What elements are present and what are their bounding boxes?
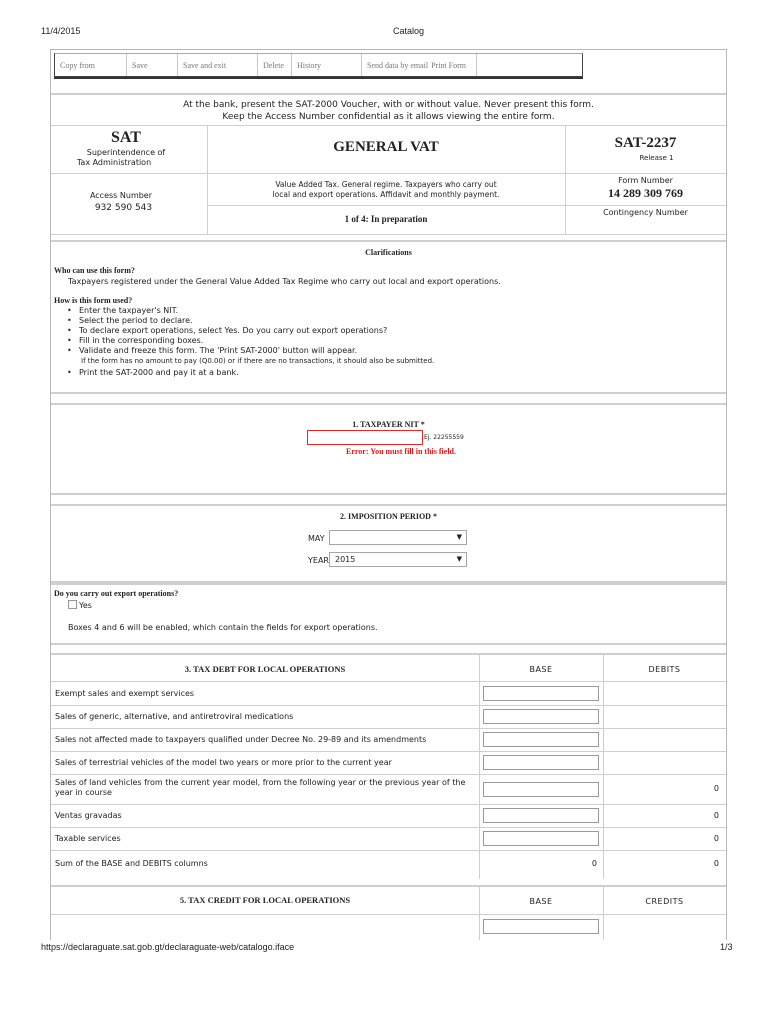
list-item: • Validate and freeze this form. The 'Print SAT-2000' button will appear.	[53, 346, 713, 356]
debt-sum-label: Sum of the BASE and DEBITS columns	[55, 859, 208, 868]
debt-base-input[interactable]	[483, 686, 599, 701]
print-form-button[interactable]: Print Form	[431, 60, 466, 70]
notice-line-1: At the bank, present the SAT-2000 Voucher, with or without value. Never present this form.	[183, 100, 594, 110]
access-number: 932 590 543	[94, 203, 153, 213]
release-label: Release 1	[639, 154, 674, 162]
taxpayer-section	[51, 403, 726, 495]
how-steps-list	[53, 306, 713, 356]
credit-title: 5. TAX CREDIT FOR LOCAL OPERATIONS	[179, 895, 351, 905]
list-item: • Fill in the corresponding boxes.	[53, 336, 713, 346]
debt-title: 3. TAX DEBT FOR LOCAL OPERATIONS	[184, 664, 346, 674]
form-number: 14 289 309 769	[608, 186, 683, 200]
credit-col-base: BASE	[529, 897, 553, 906]
debt-col-base: BASE	[529, 665, 553, 674]
debt-row-label: Sales of generic, alternative, and antiretroviral medications	[55, 712, 294, 721]
print-url: https://declaraguate.sat.gob.gt/declaraguate-web/catalogo.iface	[41, 942, 295, 952]
debt-row-label: Sales not affected made to taxpayers qualified under Decree No. 29-89 and its amendments	[55, 735, 427, 744]
debt-row-label: Sales of terrestrial vehicles of the model two years or more prior to the current year	[55, 758, 392, 767]
save-button[interactable]: Save	[127, 54, 178, 76]
notice-section	[51, 93, 726, 126]
year-select[interactable]	[329, 552, 467, 567]
nit-example: Ej. 22255559	[424, 434, 464, 441]
year-label: YEAR	[308, 556, 329, 565]
nit-error-message: Error: You must fill in this field.	[345, 447, 456, 456]
debt-base-input[interactable]	[483, 782, 599, 797]
debt-row-label: Exempt sales and exempt services	[55, 689, 195, 698]
contingency-number-label: Contingency Number	[603, 208, 688, 217]
step-note: If the form has no amount to pay (Q0.00) or if there are no transactions, it should also be submitted.	[81, 357, 435, 365]
debt-base-input[interactable]	[483, 755, 599, 770]
nit-input[interactable]	[307, 430, 423, 445]
send-email-button[interactable]: Send data by email	[367, 60, 429, 70]
period-title: 2. IMPOSITION PERIOD *	[340, 512, 437, 521]
debt-debit-value: 0	[713, 834, 719, 843]
save-exit-button[interactable]: Save and exit	[178, 54, 258, 76]
month-select[interactable]	[329, 530, 467, 545]
dropdown-arrow-icon: ▼	[456, 555, 462, 563]
list-item: • To declare export operations, select Yes. Do you carry out export operations?	[53, 326, 713, 336]
who-answer: Taxpayers registered under the General Value Added Tax Regime who carry out local and export operations.	[68, 277, 501, 286]
form-status: 1 of 4: In preparation	[344, 214, 428, 224]
how-steps-list-last	[53, 368, 713, 378]
list-item: • Select the period to declare.	[53, 316, 713, 326]
list-item: • Enter the taxpayer's NIT.	[53, 306, 713, 316]
debt-section	[51, 653, 726, 879]
debt-row-label: Sales of land vehicles from the current year model, from the following year or the previous year of the year in course	[55, 778, 466, 797]
form-description-1: Value Added Tax. General regime. Taxpayers who carry out	[275, 180, 497, 189]
form-number-label: Form Number	[618, 176, 673, 185]
export-section	[51, 583, 726, 645]
debt-row-label: Taxable services	[55, 834, 121, 843]
print-date: 11/4/2015	[41, 26, 81, 36]
print-page-number: 1/3	[720, 942, 733, 952]
dropdown-arrow-icon: ▼	[456, 533, 462, 541]
clarifications-title: Clarifications	[365, 248, 412, 257]
history-button[interactable]: History	[292, 54, 362, 76]
debt-base-input[interactable]	[483, 732, 599, 747]
debt-base-input[interactable]	[483, 831, 599, 846]
toolbar	[54, 53, 583, 77]
debt-base-input[interactable]	[483, 709, 599, 724]
year-value: 2015	[335, 555, 356, 564]
form-frame	[50, 49, 727, 940]
period-section	[51, 504, 726, 583]
sat-subtitle-1: Superintendence of	[86, 148, 166, 157]
export-question: Do you carry out export operations?	[54, 589, 179, 598]
form-code: SAT-2237	[614, 135, 677, 151]
month-label: MAY	[308, 534, 325, 543]
who-question: Who can use this form?	[54, 266, 135, 275]
how-question: How is this form used?	[54, 296, 133, 305]
email-print-group	[362, 54, 477, 76]
export-note: Boxes 4 and 6 will be enabled, which contain the fields for export operations.	[68, 623, 378, 632]
print-title: Catalog	[393, 26, 425, 36]
credit-base-input[interactable]	[483, 919, 599, 934]
debt-debit-value: 0	[713, 784, 719, 793]
debt-sum-debit: 0	[713, 859, 719, 868]
form-title: GENERAL VAT	[333, 139, 439, 155]
debt-col-debits: DEBITS	[648, 665, 681, 674]
credit-section	[51, 885, 726, 940]
export-yes-checkbox[interactable]	[68, 600, 77, 609]
access-number-label: Access Number	[89, 191, 153, 200]
credit-col-credits: CREDITS	[645, 897, 684, 906]
debt-sum-base: 0	[591, 859, 597, 868]
delete-button[interactable]: Delete	[258, 54, 292, 76]
clarifications-section	[51, 240, 726, 394]
debt-debit-value: 0	[713, 811, 719, 820]
sat-subtitle-2: Tax Administration	[76, 158, 152, 167]
list-item: • Print the SAT-2000 and pay it at a bank.	[53, 368, 713, 378]
debt-base-input[interactable]	[483, 808, 599, 823]
notice-line-2: Keep the Access Number confidential as it allows viewing the entire form.	[222, 112, 555, 122]
taxpayer-title: 1. TAXPAYER NIT *	[352, 420, 425, 429]
form-description-2: local and export operations. Affidavit and monthly payment.	[272, 190, 500, 199]
sat-logo-text: SAT	[111, 129, 141, 146]
export-yes-label: Yes	[79, 601, 92, 610]
debt-row-label: Ventas gravadas	[55, 811, 122, 820]
copy-from-button[interactable]: Copy from	[55, 54, 127, 76]
